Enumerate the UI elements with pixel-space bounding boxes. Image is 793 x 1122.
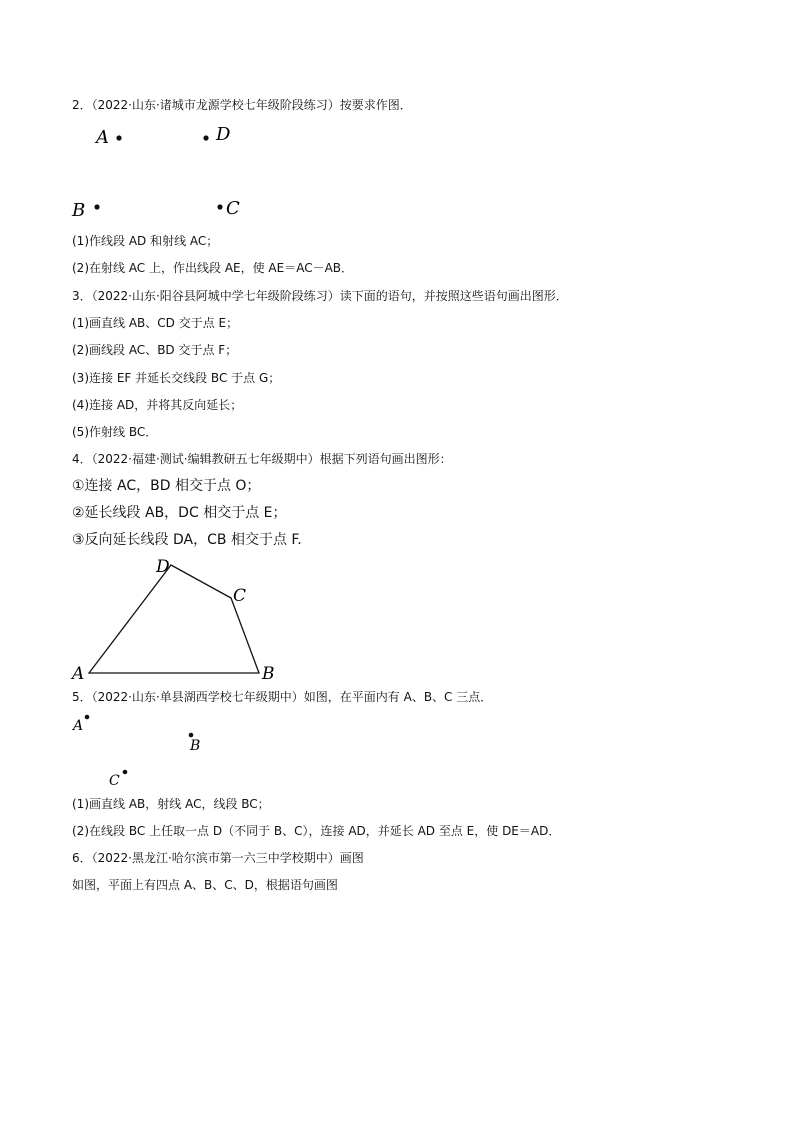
q2-point-label: A (96, 127, 109, 148)
q2-item: (2)在射线 AC 上，作出线段 AE，使 AE＝AC－AB． (72, 261, 354, 275)
q3-item: (1)画直线 AB、CD 交于点 E； (72, 316, 239, 330)
q6-body: 如图，平面上有四点 A、B、C、D，根据语句画图 (72, 878, 338, 892)
q4-point-label: A (72, 664, 85, 684)
q2-point-label: C (226, 198, 240, 219)
q2-point-label: B (72, 200, 86, 221)
q2-item: (1)作线段 AD 和射线 AC； (72, 234, 219, 248)
q4-point-label: D (156, 557, 170, 577)
q2-header: 2．（2022·山东·诸城市龙源学校七年级阶段练习）按要求作图． (72, 98, 412, 112)
q3-item: (5)作射线 BC． (72, 425, 158, 439)
q5-point-label: B (190, 738, 201, 754)
q2-point-a (116, 135, 121, 140)
q2-point-d (203, 135, 208, 140)
q5-point-label: A (73, 718, 84, 734)
q3-item: (4)连接 AD，并将其反向延长； (72, 398, 243, 412)
q5-item: (2)在线段 BC 上任取一点 D（不同于 B、C），连接 AD，并延长 AD 至点 E，使 DE＝AD． (72, 824, 561, 838)
q4-quadrilateral-figure (60, 552, 300, 682)
q6-header: 6．（2022·黑龙江·哈尔滨市第一六三中学校期中）画图 (72, 851, 364, 865)
q2-point-c (217, 204, 222, 209)
q2-point-b (94, 204, 99, 209)
q4-item: ②延长线段 AB，DC 相交于点 E； (72, 505, 287, 521)
q4-item: ①连接 AC，BD 相交于点 O； (72, 478, 261, 494)
q5-item: (1)画直线 AB，射线 AC，线段 BC； (72, 797, 270, 811)
q4-header: 4．（2022·福建·测试·编辑教研五七年级期中）根据下列语句画出图形： (72, 452, 452, 466)
q5-point-a (85, 715, 90, 720)
q5-point-b (189, 733, 194, 738)
q4-quadrilateral (89, 565, 259, 673)
q3-header: 3．（2022·山东·阳谷县阿城中学七年级阶段练习）读下面的语句，并按照这些语句画出图形． (72, 289, 568, 303)
q5-point-label: C (109, 773, 120, 789)
q5-figure (60, 708, 240, 793)
q4-point-label: B (262, 664, 275, 684)
q4-point-label: C (233, 586, 247, 606)
q2-figure (60, 118, 260, 228)
q3-item: (2)画线段 AC、BD 交于点 F； (72, 343, 238, 357)
q2-point-label: D (216, 124, 231, 145)
q5-header: 5．（2022·山东·单县湖西学校七年级期中）如图，在平面内有 A、B、C 三点． (72, 690, 493, 704)
q5-point-c (123, 770, 128, 775)
q3-item: (3)连接 EF 并延长交线段 BC 于点 G； (72, 371, 281, 385)
q4-item: ③反向延长线段 DA，CB 相交于点 F. (72, 532, 302, 548)
